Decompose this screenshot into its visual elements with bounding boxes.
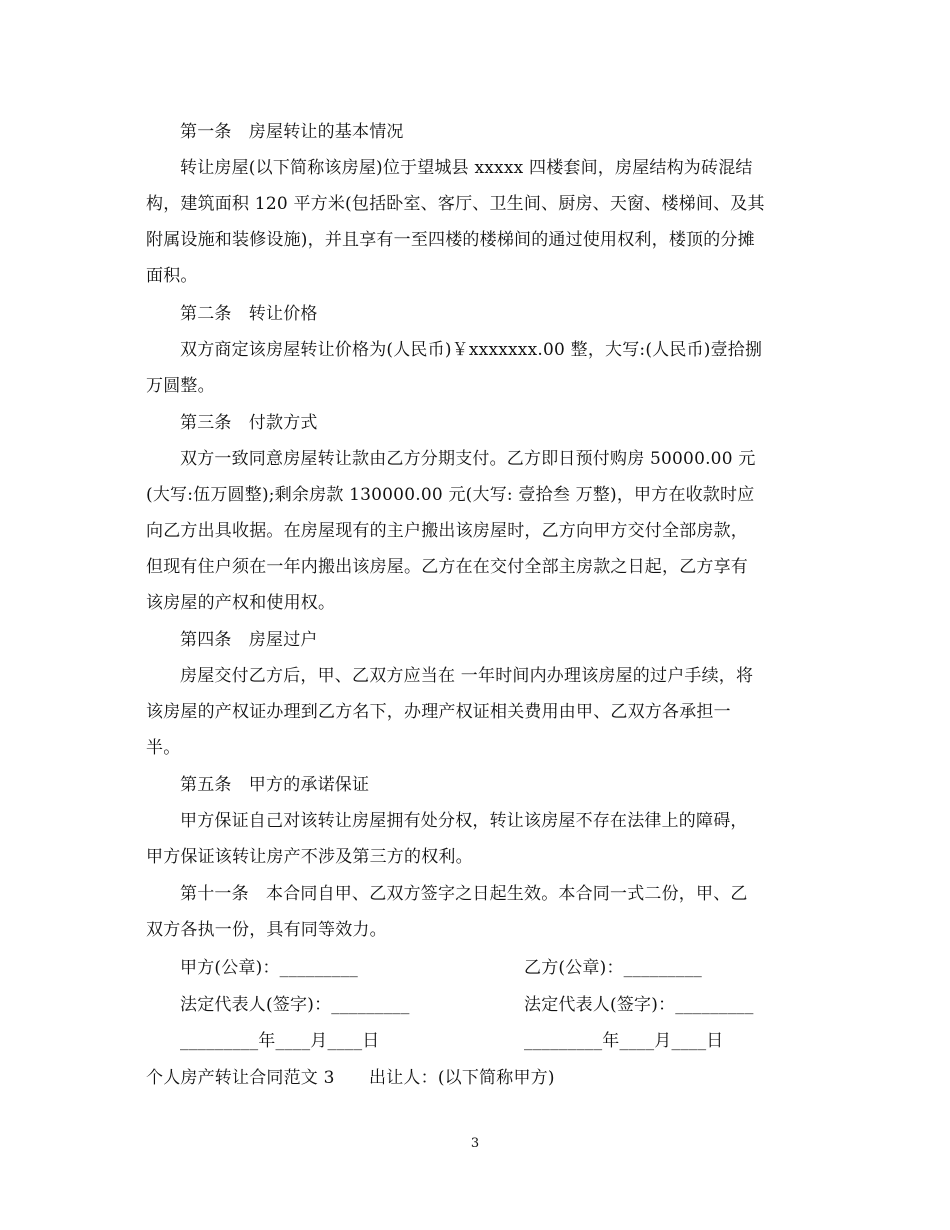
article-4-line: 半。 <box>146 738 181 758</box>
article-3-line: 双方一致同意房屋转让款由乙方分期支付。乙方即日预付购房 50000.00 元 <box>180 449 756 469</box>
article-3-line: (大写:伍万圆整);剩余房款 130000.00 元(大写: 壹拾叁 万整)，甲方在收款时应 <box>146 485 755 505</box>
article-5-line: 甲方保证该转让房产不涉及第三方的权利。 <box>146 847 473 867</box>
article-3-heading: 第三条 付款方式 <box>180 413 318 433</box>
party-a-representative: 法定代表人(签字)：_________ <box>180 995 410 1015</box>
article-1-line: 构，建筑面积 120 平方米(包括卧室、客厅、卫生间、厨房、天窗、楼梯间、及其 <box>146 194 765 214</box>
article-1-line: 转让房屋(以下简称该房屋)位于望城县 xxxxx 四楼套间，房屋结构为砖混结 <box>180 158 753 178</box>
article-11-line: 第十一条 本合同自甲、乙双方签字之日起生效。本合同一式二份，甲、乙 <box>180 884 748 904</box>
article-2-line: 万圆整。 <box>146 376 215 396</box>
article-3-line: 该房屋的产权和使用权。 <box>146 593 336 613</box>
article-2-heading: 第二条 转让价格 <box>180 304 318 324</box>
next-document-title: 个人房产转让合同范文 3 出让人：(以下简称甲方) <box>146 1068 555 1088</box>
article-1-line: 面积。 <box>146 266 198 286</box>
page-number: 3 <box>470 1136 480 1151</box>
article-1-line: 附属设施和装修设施)，并且享有一至四楼的楼梯间的通过使用权利，楼顶的分摊 <box>146 230 755 250</box>
article-4-line: 该房屋的产权证办理到乙方名下，办理产权证相关费用由甲、乙双方各承担一 <box>146 702 731 722</box>
party-b-seal: 乙方(公章)：_________ <box>524 958 702 978</box>
article-11-line: 双方各执一份，具有同等效力。 <box>146 920 387 940</box>
party-a-date: _________年____月____日 <box>180 1031 380 1051</box>
article-5-heading: 第五条 甲方的承诺保证 <box>180 775 370 795</box>
article-1-heading: 第一条 房屋转让的基本情况 <box>180 122 404 142</box>
article-2-line: 双方商定该房屋转让价格为(人民币)￥xxxxxxx.00 整，大写:(人民币)壹拾捌 <box>180 340 763 360</box>
article-5-line: 甲方保证自己对该转让房屋拥有处分权，转让该房屋不存在法律上的障碍， <box>180 811 748 831</box>
party-a-seal: 甲方(公章)：_________ <box>180 958 358 978</box>
article-4-line: 房屋交付乙方后，甲、乙双方应当在 一年时间内办理该房屋的过户手续，将 <box>180 666 754 686</box>
party-b-date: _________年____月____日 <box>524 1031 724 1051</box>
article-4-heading: 第四条 房屋过户 <box>180 630 318 650</box>
party-b-representative: 法定代表人(签字)：_________ <box>524 995 754 1015</box>
article-3-line: 但现有住户须在一年内搬出该房屋。乙方在在交付全部主房款之日起，乙方享有 <box>146 557 748 577</box>
article-3-line: 向乙方出具收据。在房屋现有的主户搬出该房屋时，乙方向甲方交付全部房款， <box>146 521 748 541</box>
